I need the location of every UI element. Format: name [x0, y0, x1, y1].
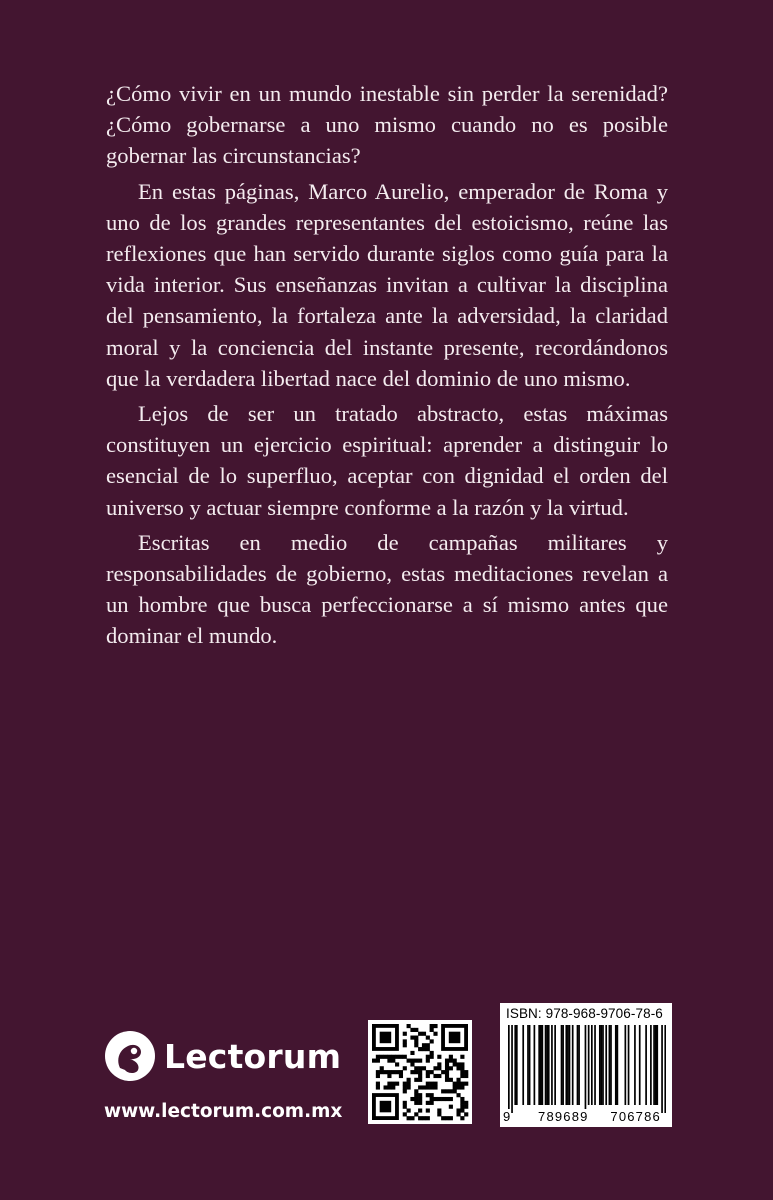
blurb-paragraph-1: ¿Cómo vivir en un mundo inestable sin perder la serenidad? ¿Cómo gobernarse a uno mismo cuando no es posible gobernar las circunstancias?	[106, 81, 668, 169]
publisher-logo	[104, 1030, 341, 1082]
lectorum-logo-icon	[104, 1030, 156, 1082]
blurb-paragraph-2: En estas páginas, Marco Aurelio, emperador de Roma y uno de los grandes representantes del estoicismo, reúne las reflexiones que han servido durante siglos como guía para la vida interior. Sus enseñanzas invitan a cultivar la disciplina del pensamiento, la fortaleza ante la adversidad, la claridad moral y la conciencia del instante presente, recordándonos que la verdadera libertad nace del dominio de uno mismo.	[106, 178, 668, 391]
barcode-bars	[508, 1025, 666, 1113]
barcode-digits-right: 706786	[610, 1109, 661, 1124]
isbn-barcode	[500, 1003, 672, 1127]
publisher-name: Lectorum	[164, 1036, 342, 1076]
qr-code-icon	[368, 1020, 472, 1124]
barcode-digits-left: 789689	[538, 1109, 589, 1124]
blurb-paragraph-4: Escritas en medio de campañas militares y responsabilidades de gobierno, estas meditaciones revelan a un hombre que busca perfeccionarse a sí mismo antes que dominar el mundo.	[106, 529, 668, 649]
barcode-digit-first: 9	[503, 1109, 511, 1124]
back-cover-blurb	[106, 78, 668, 652]
publisher-website[interactable]: www.lectorum.com.mx	[104, 1101, 343, 1122]
barcode-digits	[503, 1109, 671, 1124]
isbn-label: ISBN: 978-968-9706-78-6	[506, 1006, 663, 1021]
blurb-paragraph-3: Lejos de ser un tratado abstracto, estas máximas constituyen un ejercicio espiritual: aprender a distinguir lo esencial de lo superfluo, aceptar con dignidad el orden del universo y actuar siempre conforme a la razón y la virtud.	[106, 401, 668, 520]
